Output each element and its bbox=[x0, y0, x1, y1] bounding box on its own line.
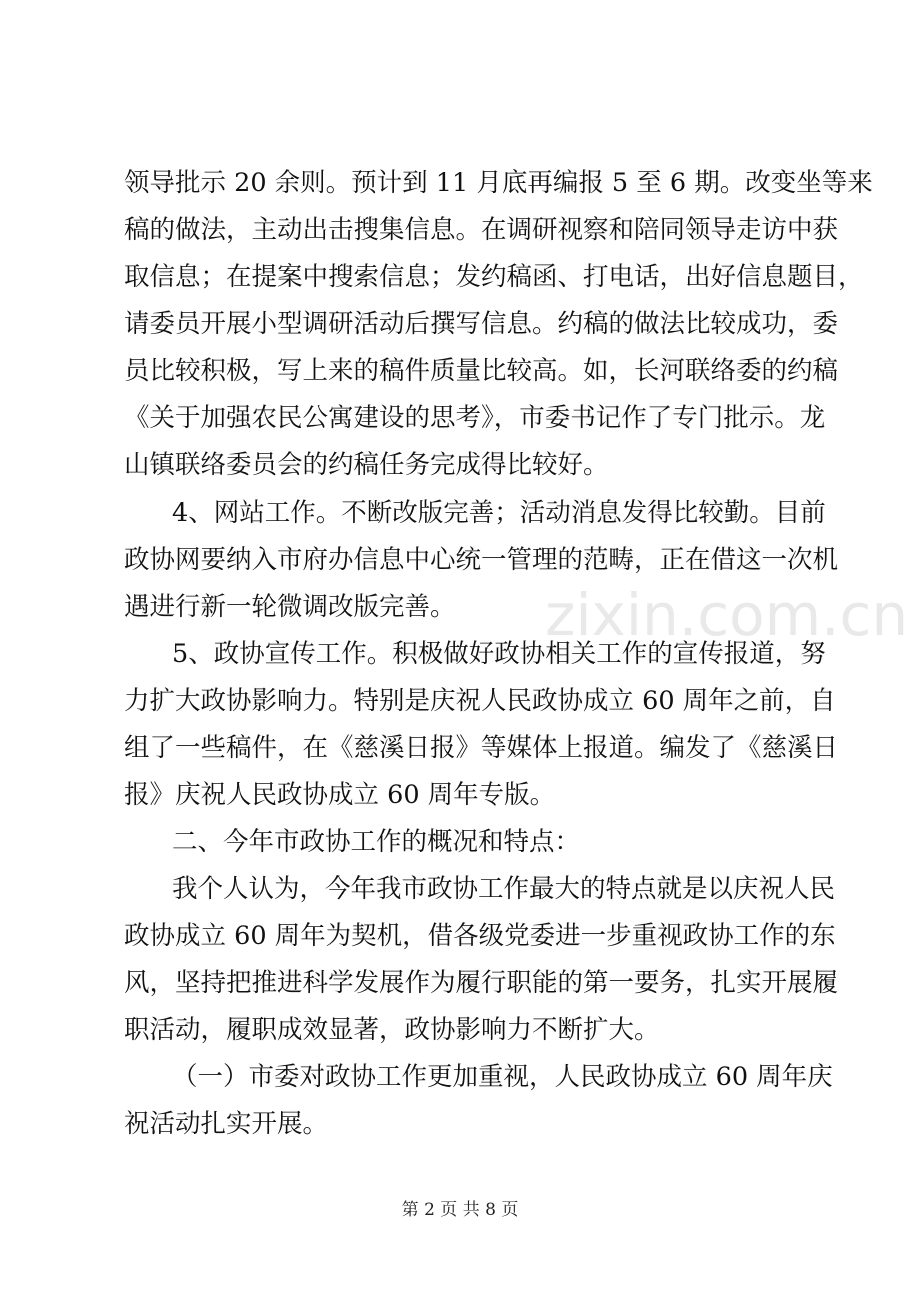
text-line: 政协网要纳入市府办信息中心统一管理的范畴，正在借这一次机 bbox=[124, 545, 839, 575]
text-line: 报》庆祝人民政协成立 60 周年专版。 bbox=[124, 780, 556, 810]
text-line: 我个人认为，今年我市政协工作最大的特点就是以庆祝人民 bbox=[172, 874, 836, 904]
subsection-heading: （一）市委对政协工作更加重视，人民政协成立 60 周年庆 bbox=[172, 1062, 833, 1092]
text-line: 4、网站工作。不断改版完善；活动消息发得比较勤。目前 bbox=[172, 498, 826, 528]
text-line: 《关于加强农民公寓建设的思考》，市委书记作了专门批示。龙 bbox=[124, 403, 826, 433]
text-line: 风，坚持把推进科学发展作为履行职能的第一要务，扎实开展履 bbox=[124, 968, 839, 998]
text-line: 遇进行新一轮微调改版完善。 bbox=[124, 592, 456, 622]
page-footer: 第 2 页 共 8 页 bbox=[401, 1200, 519, 1220]
text-line: 山镇联络委员会的约稿任务完成得比较好。 bbox=[124, 450, 609, 480]
text-line: 职活动，履职成效显著，政协影响力不断扩大。 bbox=[124, 1015, 660, 1045]
text-line: 领导批示 20 余则。预计到 11 月底再编报 5 至 6 期。改变坐等来 bbox=[124, 168, 873, 198]
text-line: 员比较积极，写上来的稿件质量比较高。如，长河联络委的约稿 bbox=[124, 356, 839, 386]
text-line: 稿的做法，主动出击搜集信息。在调研视察和陪同领导走访中获 bbox=[124, 215, 839, 245]
watermark: zixin.com.cn bbox=[545, 581, 909, 649]
section-heading: 二、今年市政协工作的概况和特点： bbox=[172, 827, 581, 857]
text-line: 力扩大政协影响力。特别是庆祝人民政协成立 60 周年之前，自 bbox=[124, 686, 836, 716]
text-line: 祝活动扎实开展。 bbox=[124, 1109, 329, 1139]
text-line: 政协成立 60 周年为契机，借各级党委进一步重视政协工作的东 bbox=[124, 921, 836, 951]
text-line: 组了一些稿件，在《慈溪日报》等媒体上报道。编发了《慈溪日 bbox=[124, 733, 839, 763]
text-line: 取信息；在提案中搜索信息；发约稿函、打电话，出好信息题目， bbox=[124, 262, 864, 292]
text-line: 5、政协宣传工作。积极做好政协相关工作的宣传报道，努 bbox=[172, 639, 826, 669]
text-line: 请委员开展小型调研活动后撰写信息。约稿的做法比较成功，委 bbox=[124, 309, 839, 339]
